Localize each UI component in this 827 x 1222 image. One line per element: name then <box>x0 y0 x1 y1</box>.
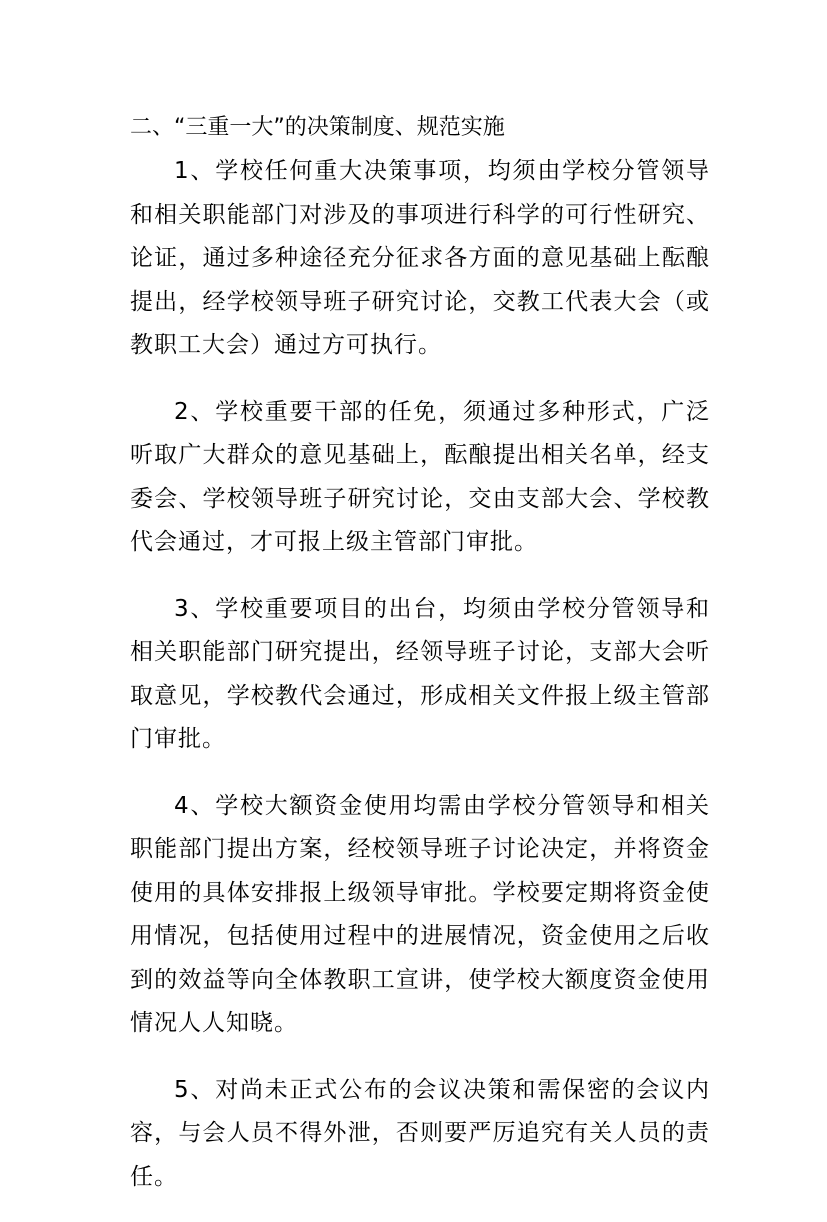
paragraph-2: 2、学校重要干部的任免，须通过多种形式，广泛听取广大群众的意见基础上，酝酿提出相关名单，经支委会、学校领导班子研究讨论，交由支部大会、学校教代会通过，才可报上级主管部门审批。 <box>130 398 710 555</box>
paragraph-1: 1、学校任何重大决策事项，均须由学校分管领导和相关职能部门对涉及的事项进行科学的可行性研究、论证，通过多种途径充分征求各方面的意见基础上酝酿提出，经学校领导班子研究讨论，交教工代表大会（或教职工大会）通过方可执行。 <box>130 158 710 358</box>
paragraph-4: 4、学校大额资金使用均需由学校分管领导和相关职能部门提出方案，经校领导班子讨论决定，并将资金使用的具体安排报上级领导审批。学校要定期将资金使用情况，包括使用过程中的进展情况，资金使用之后收到的效益等向全体教职工宣讲，使学校大额度资金使用情况人人知晓。 <box>130 792 710 1036</box>
section-heading: 二、“三重一大”的决策制度、规范实施 <box>130 115 505 140</box>
document-body <box>130 112 710 1222</box>
paragraph-5: 5、对尚未正式公布的会议决策和需保密的会议内容，与会人员不得外泄，否则要严厉追究有关人员的责任。 <box>130 1076 710 1190</box>
paragraph-3: 3、学校重要项目的出台，均须由学校分管领导和相关职能部门研究提出，经领导班子讨论，支部大会听取意见，学校教代会通过，形成相关文件报上级主管部门审批。 <box>130 595 710 752</box>
